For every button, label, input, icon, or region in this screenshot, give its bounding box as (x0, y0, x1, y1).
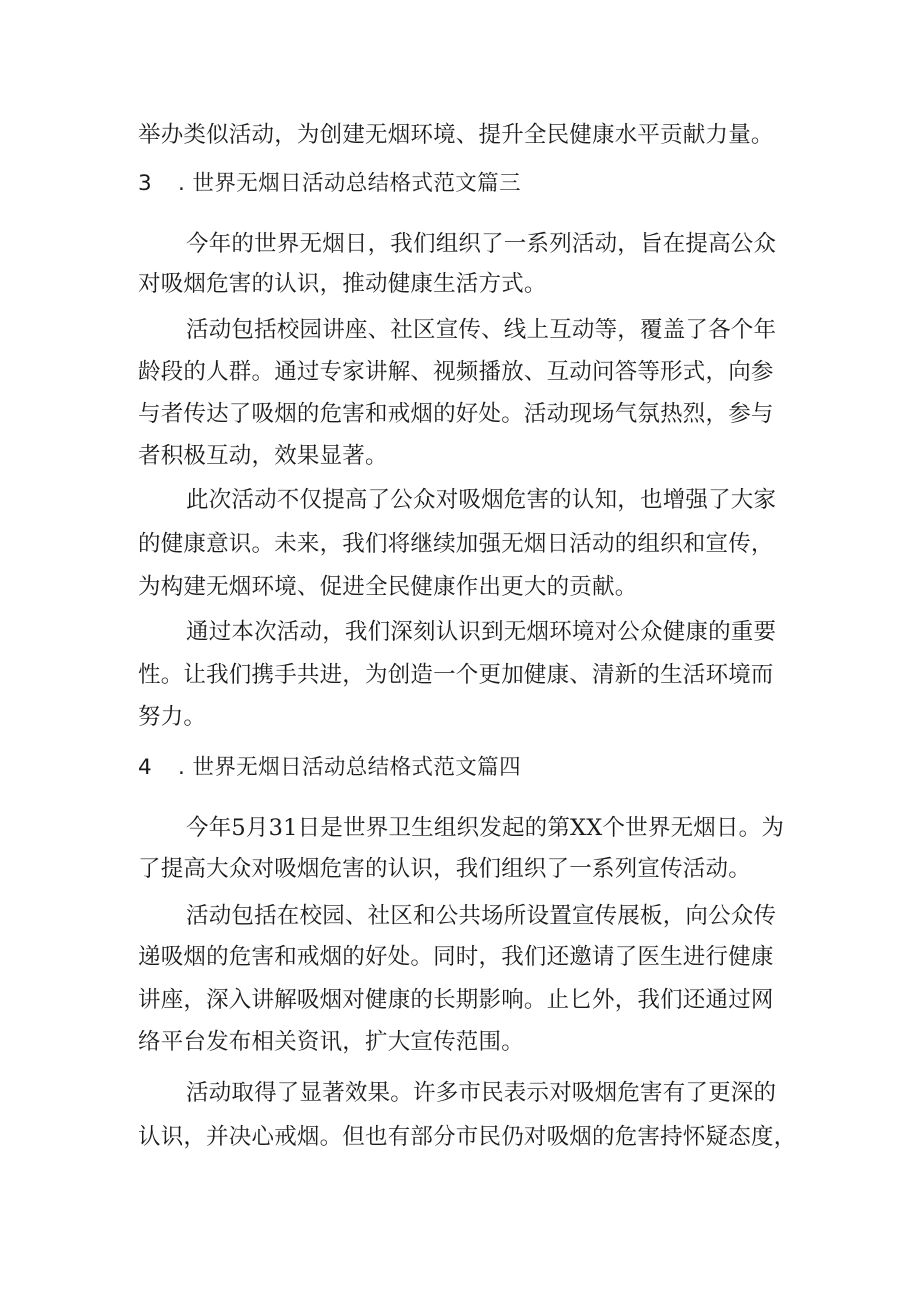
paragraph-line: 活动包括校园讲座、社区宣传、线上互动等，覆盖了各个年 (186, 317, 777, 343)
paragraph-line: 认识，并决心戒烟。但也有部分市民仍对吸烟的危害持怀疑态度， (138, 1124, 797, 1150)
paragraph-line: 此次活动不仅提高了公众对吸烟危害的认知，也增强了大家 (186, 487, 777, 513)
paragraph-line: 络平台发布相关资讯，扩大宣传范围。 (138, 1029, 524, 1055)
paragraph-line: 了提高大众对吸烟危害的认识，我们组织了一系列宣传活动。 (138, 856, 751, 882)
paragraph-line: 性。让我们携手共进，为创造一个更加健康、清新的生活环境而 (138, 662, 774, 688)
paragraph-line: 活动取得了显著效果。许多市民表示对吸烟危害有了更深的 (186, 1080, 777, 1106)
paragraph-line: 龄段的人群。通过专家讲解、视频播放、互动问答等形式，向参 (138, 359, 774, 385)
section-heading-3 (138, 167, 521, 201)
paragraph-line: 为构建无烟环境、促进全民健康作出更大的贡献。 (138, 574, 638, 600)
section-title: . 世界无烟日活动总结格式范文篇四 (178, 755, 521, 780)
paragraph-line: 今年5月31日是世界卫生组织发起的第XX个世界无烟日。为 (186, 815, 785, 841)
paragraph-line: 举办类似活动，为创建无烟环境、提升全民健康水平贡献力量。 (138, 122, 774, 148)
paragraph-line: 与者传达了吸烟的危害和戒烟的好处。活动现场气氛热烈，参与 (138, 401, 774, 427)
section-title: . 世界无烟日活动总结格式范文篇三 (178, 171, 521, 196)
paragraph-line: 努力。 (138, 704, 207, 730)
paragraph-line: 的健康意识。未来，我们将继续加强无烟日活动的组织和宣传， (138, 531, 774, 557)
section-heading-4 (138, 751, 521, 785)
paragraph-line: 者积极互动，效果显著。 (138, 443, 388, 469)
paragraph-line: 对吸烟危害的认识，推动健康生活方式。 (138, 271, 547, 297)
section-number: 4 (138, 755, 153, 780)
section-number: 3 (138, 171, 153, 196)
paragraph-line: 活动包括在校园、社区和公共场所设置宣传展板，向公众传 (186, 903, 777, 929)
paragraph-line: 讲座，深入讲解吸烟对健康的长期影响。止匕外，我们还通过网 (138, 987, 774, 1013)
paragraph-line: 今年的世界无烟日，我们组织了一系列活动，旨在提高公众 (186, 231, 777, 257)
paragraph-line: 递吸烟的危害和戒烟的好处。同时，我们还邀请了医生进行健康 (138, 944, 774, 970)
paragraph-line: 通过本次活动，我们深刻认识到无烟环境对公众健康的重要 (186, 619, 777, 645)
